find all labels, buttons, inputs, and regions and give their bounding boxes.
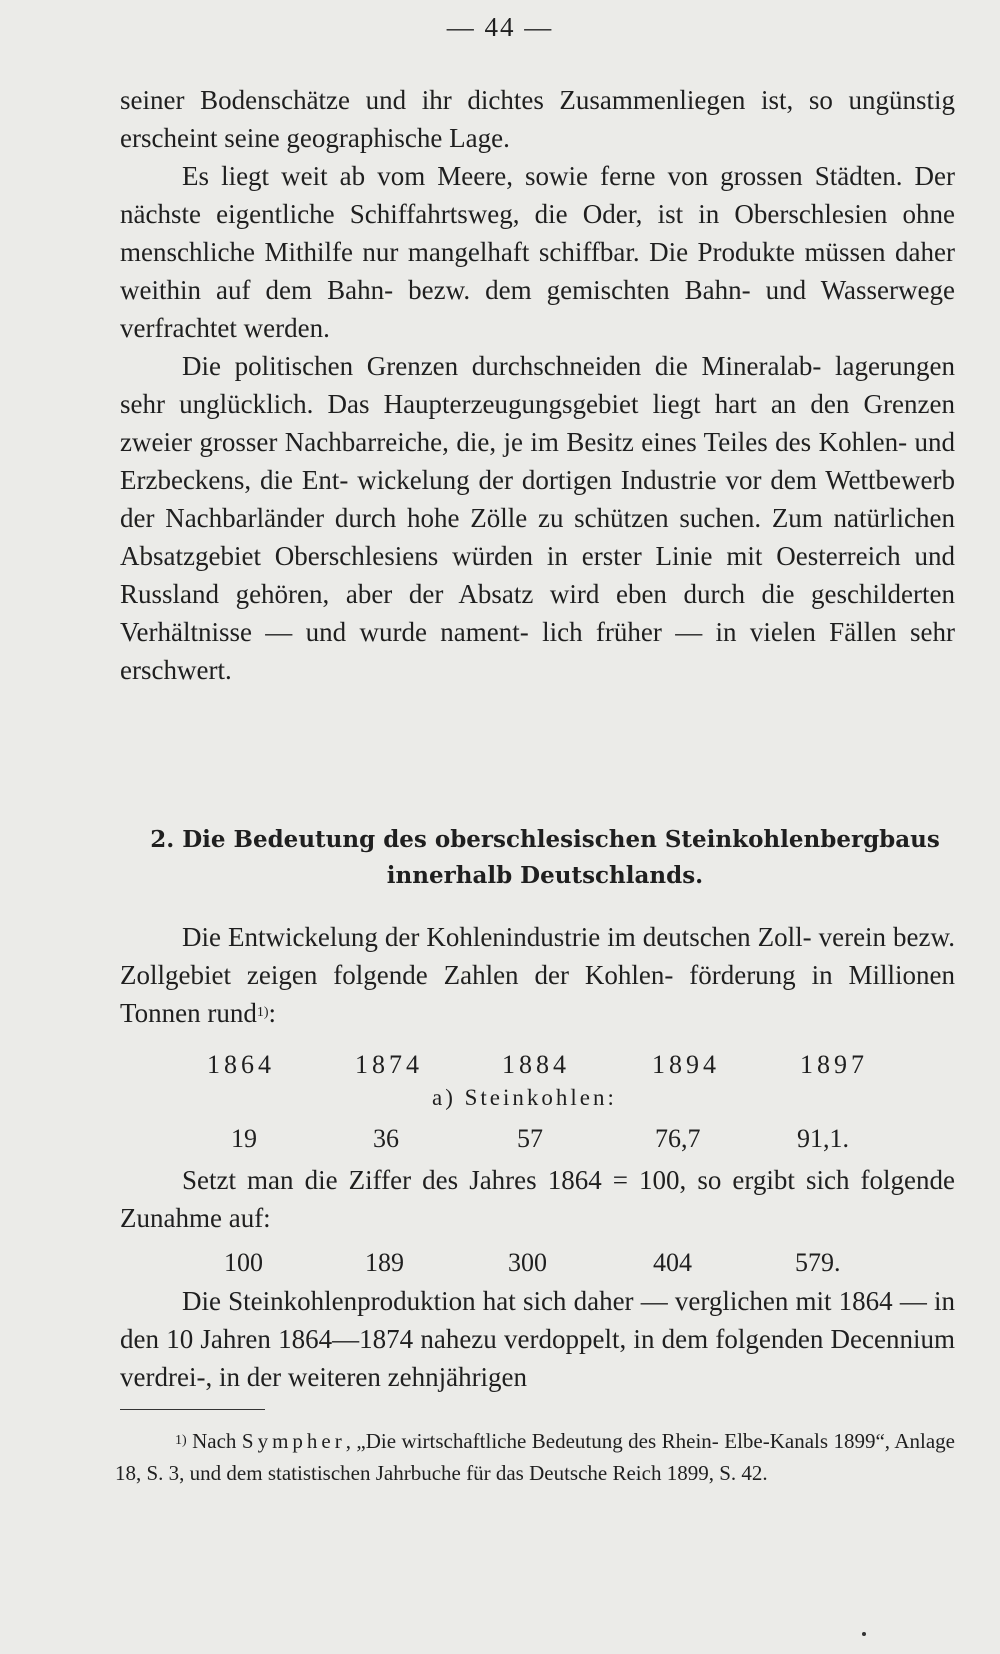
body-text-top [120,81,955,689]
page-number: — 44 — [446,12,554,42]
year-cell: 1897 [800,1050,868,1079]
paragraph-4-text: Die Entwickelung der Kohlenindustrie im deutschen Zoll- verein bezw. Zollgebiet zeigen folgende Zahlen der Kohlen- förderung in Millionen Tonnen rund [120,922,955,1028]
footnote-divider [120,1409,265,1410]
section-heading: 2. Die Bedeutung des oberschlesischen Steinkohlenbergbaus innerhalb Deutschlands. [150,826,940,889]
print-speck [862,1632,866,1636]
paragraph-5: Setzt man die Ziffer des Jahres 1864 = 100, so ergibt sich folgende Zunahme auf: [120,1165,955,1233]
paragraph-1: seiner Bodenschätze und ihr dichtes Zusammenliegen ist, so ungünstig erscheint seine geographische Lage. [120,85,955,153]
index-cell: 300 [508,1248,547,1277]
production-cell: 36 [373,1124,399,1153]
footnote-text-after: , „Die wirtschaftliche Bedeutung des Rhein- Elbe-Kanals 1899“, Anlage 18, S. 3, und dem statistischen Jahrbuche für das Deutsche Reich 1899, S. 42. [115,1429,955,1485]
paragraph-4-block [120,918,955,1032]
paragraph-5-block [120,1161,955,1237]
production-cell: 91,1. [797,1124,849,1153]
production-cell: 57 [517,1124,543,1153]
index-cell: 404 [653,1248,692,1277]
footnote-mark: 1) [175,1433,187,1448]
paragraph-3: Die politischen Grenzen durchschneiden die Mineralab- lagerungen sehr unglücklich. Das Haupterzeugungsgebiet liegt hart an den Grenzen zweier grosser Nachbarreiche, die, je im Besitz eines Teiles des Kohlen- und Erzbeckens, die Ent- wickelung der dortigen Industrie vor dem Wettbewerb der Nachbarländer durch hohe Zölle zu schützen suchen. Zum natürlichen Absatzgebiet Oberschlesiens würden in erster Linie mit Oesterreich und Russland gehören, aber der Absatz wird eben durch die geschilderten Verhältnisse — und wurde nament- lich früher — in vielen Fällen sehr erschwert. [120,351,955,685]
paragraph-6-block [120,1282,955,1396]
footnote-reference: 1) [256,1005,269,1020]
index-cell: 100 [224,1248,263,1277]
index-cell: 189 [365,1248,404,1277]
footnote [115,1425,955,1489]
index-cell: 579. [795,1248,841,1277]
paragraph-2: Es liegt weit ab vom Meere, sowie ferne von grossen Städten. Der nächste eigentliche Schiffahrtsweg, die Oder, ist in Oberschlesien ohne menschliche Mithilfe nur mangelhaft schiffbar. Die Produkte müssen daher weithin auf dem Bahn- bezw. dem gemischten Bahn- und Wasserwege verfrachtet werden. [120,161,955,343]
production-cell: 19 [231,1124,257,1153]
paragraph-4-end: : [268,998,277,1028]
footnote-text-before: Nach [186,1429,242,1453]
year-cell: 1874 [355,1050,423,1079]
table-subheading: a) Steinkohlen: [432,1085,617,1110]
production-cell: 76,7 [655,1124,701,1153]
paragraph-4 [120,918,955,1032]
year-cell: 1894 [652,1050,720,1079]
index-row [0,1248,1000,1282]
production-row [0,1124,1000,1158]
year-cell: 1864 [207,1050,275,1079]
paragraph-6: Die Steinkohlenproduktion hat sich daher — verglichen mit 1864 — in den 10 Jahren 1864—1874 nahezu verdoppelt, in dem folgenden Decennium verdrei-, in der weiteren zehnjährigen [120,1286,955,1392]
footnote-author: Sympher [241,1429,346,1453]
years-row [0,1050,1000,1084]
year-cell: 1884 [502,1050,570,1079]
